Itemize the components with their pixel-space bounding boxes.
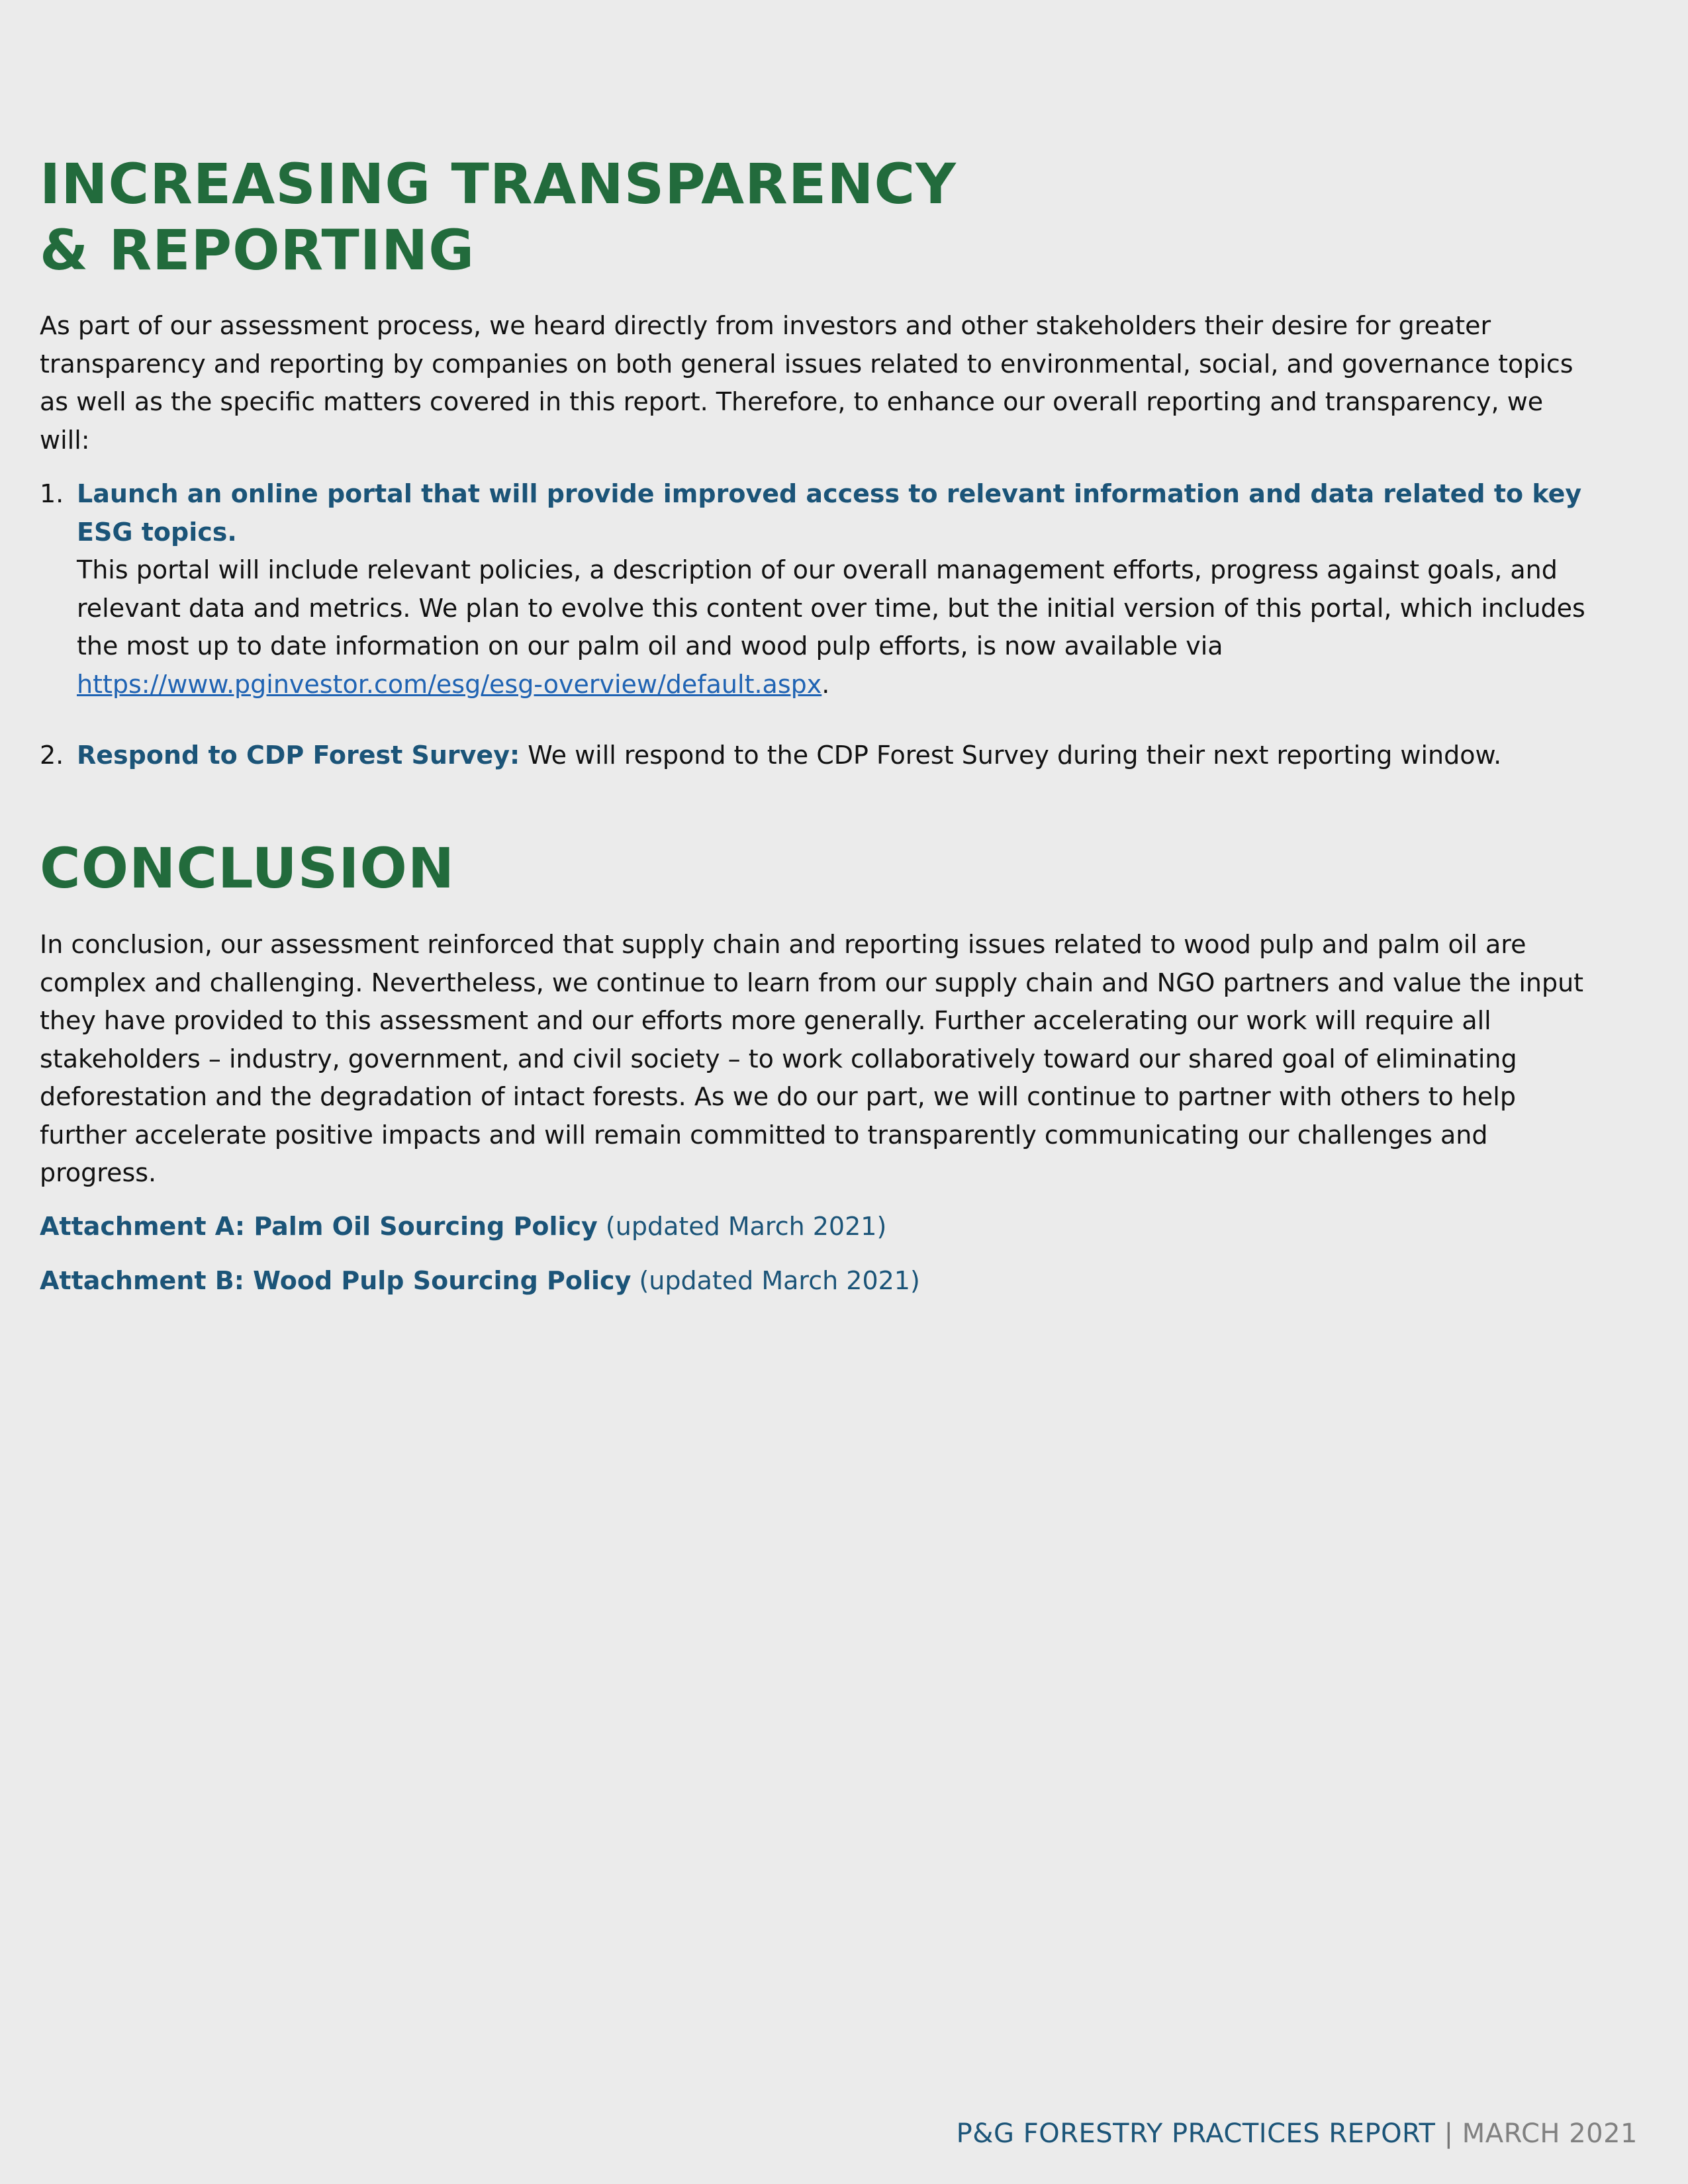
list-item-body bbox=[77, 475, 1595, 704]
list-item-text: We will respond to the CDP Forest Survey during their next reporting window. bbox=[528, 741, 1502, 770]
attachment-note: (updated March 2021) bbox=[605, 1212, 887, 1241]
list-item-text: This portal will include relevant policies, a description of our overall management efforts, progress against goals, and relevant data and metrics. We plan to evolve this content over time, but the initial version of this portal, which includes the most up to date information on our palm oil and wood pulp efforts, is now available via bbox=[77, 555, 1585, 660]
list-item-body bbox=[77, 737, 1595, 775]
intro-paragraph: As part of our assessment process, we heard directly from investors and other stakeholders their desire for greater transparency and reporting by companies on both general issues related to environmental, social, and governance topics as well as the specific matters covered in this report. Therefore, to enhance our overall reporting and transparency, we will: bbox=[40, 311, 1573, 455]
section-heading-conclusion: CONCLUSION bbox=[40, 836, 455, 901]
heading-line-1: INCREASING TRANSPARENCY bbox=[40, 152, 957, 216]
list-item-portal bbox=[40, 475, 1595, 704]
footer-report-title: P&G FORESTRY PRACTICES REPORT bbox=[956, 2118, 1436, 2149]
attachment-a[interactable] bbox=[40, 1208, 886, 1246]
attachment-title: Attachment B: Wood Pulp Sourcing Policy bbox=[40, 1266, 632, 1295]
conclusion-paragraph: In conclusion, our assessment reinforced that supply chain and reporting issues related to wood pulp and palm oil are complex and challenging. Nevertheless, we continue to learn from our supply chain and NGO partners and value the input they have provided to this assessment and our efforts more generally. Further accelerating our work will require all stakeholders – industry, government, and civil society – to work collaboratively toward our shared goal of eliminating deforestation and the degradation of intact forests. As we do our part, we will continue to partner with others to help further accelerate positive impacts and will remain committed to transparently communicating our challenges and progress. bbox=[40, 930, 1584, 1187]
page-footer bbox=[957, 2115, 1638, 2152]
esg-portal-link[interactable]: https://www.pginvestor.com/esg/esg-overview/default.aspx bbox=[77, 669, 822, 699]
list-number: 1. bbox=[40, 479, 64, 508]
section-heading-transparency bbox=[40, 151, 957, 283]
list-item-cdp bbox=[40, 737, 1595, 775]
attachment-b[interactable] bbox=[40, 1262, 920, 1300]
list-item-lead: Launch an online portal that will provide improved access to relevant information and data related to key ESG topics. bbox=[77, 479, 1582, 547]
footer-separator: | bbox=[1444, 2118, 1454, 2149]
list-item-lead: Respond to CDP Forest Survey: bbox=[77, 741, 520, 770]
list-number: 2. bbox=[40, 741, 64, 770]
attachment-title: Attachment A: Palm Oil Sourcing Policy bbox=[40, 1212, 598, 1241]
link-trailing-period: . bbox=[821, 669, 830, 699]
footer-date: MARCH 2021 bbox=[1462, 2118, 1638, 2149]
heading-line-2: & REPORTING bbox=[40, 218, 475, 283]
attachment-note: (updated March 2021) bbox=[639, 1266, 920, 1295]
